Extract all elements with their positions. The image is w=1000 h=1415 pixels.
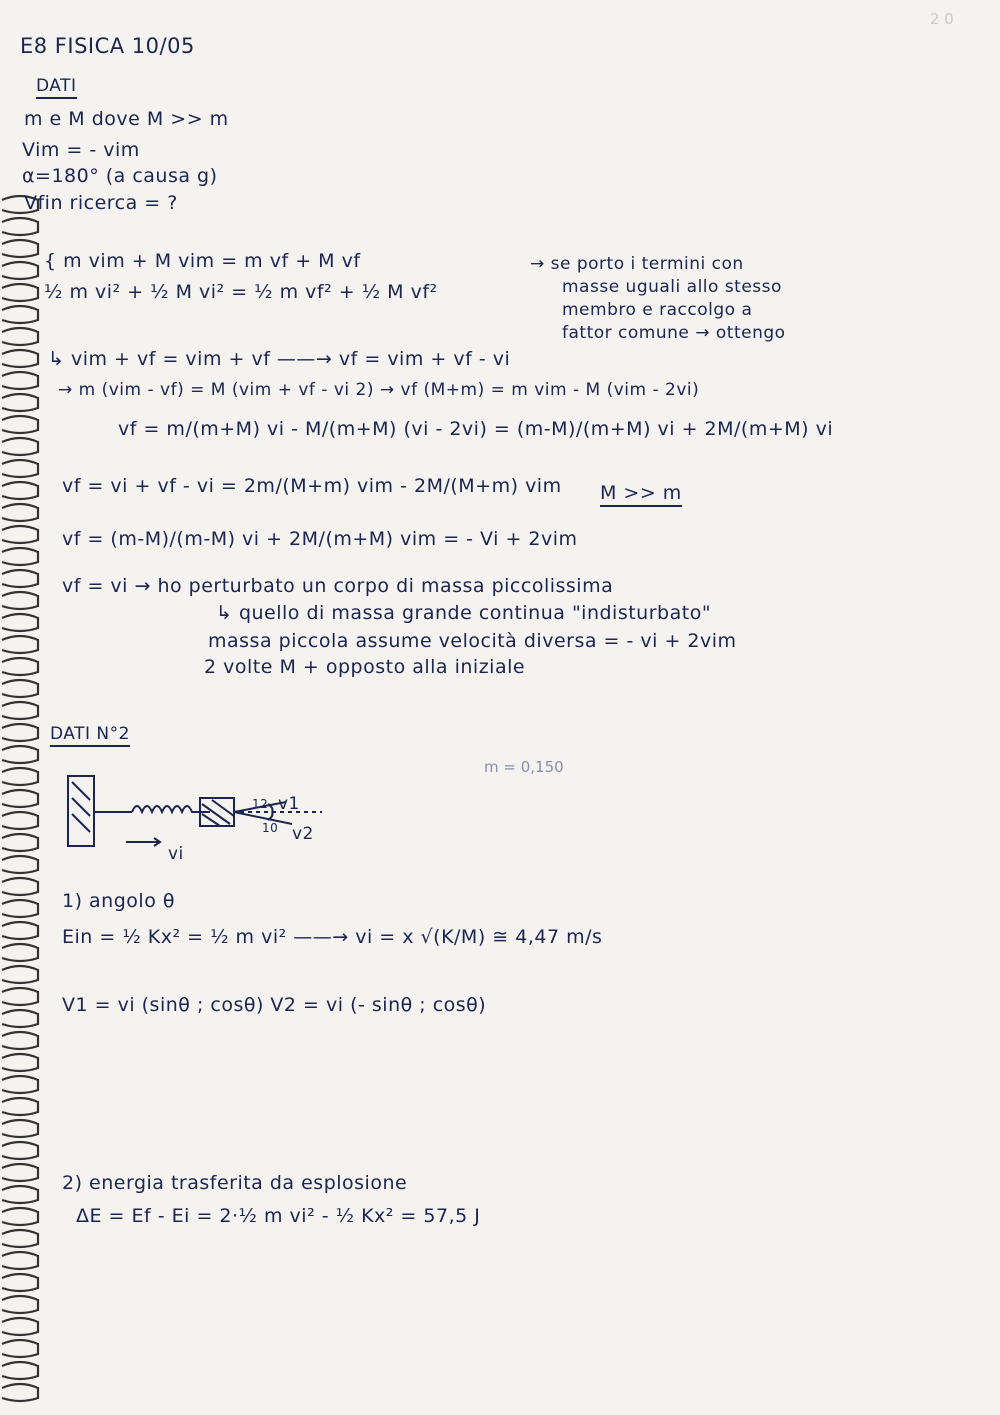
angle1-label: 12 [252,797,269,811]
dati-line: m e M dove M >> m [24,108,229,130]
spiral-ring [2,636,38,653]
spiral-ring [2,790,38,807]
dati2-heading: DATI N°2 [50,726,130,747]
derivation-line: vf = vi → ho perturbato un corpo di massa piccolissima [62,575,614,597]
system-equation-2: ½ m vi² + ½ M vi² = ½ m vf² + ½ M vf² [44,281,438,303]
wall-icon [68,776,94,846]
spiral-ring [2,526,38,543]
derivation-line: ↳ vim + vf = vim + vf ——→ vf = vim + vf - vi [48,348,511,370]
spiral-ring [2,1230,38,1247]
spring-block-diagram [60,768,350,868]
conclusion-line: massa piccola assume velocità diversa = - vi + 2vim [208,630,737,652]
spiral-ring [2,218,38,235]
spiral-ring [2,812,38,829]
derivation-line: → m (vim - vf) = M (vim + vf - vi 2) → vf (M+m) = m vim - M (vim - 2vi) [58,380,700,400]
spiral-ring [2,988,38,1005]
spiral-ring [2,1384,38,1401]
spring-icon [132,806,210,812]
spiral-ring [2,394,38,411]
part2-equation: ΔE = Ef - Ei = 2·½ m vi² - ½ Kx² = 57,5 J [76,1205,481,1227]
spiral-ring [2,1164,38,1181]
spiral-ring [2,350,38,367]
spiral-ring [2,1076,38,1093]
spiral-ring [2,702,38,719]
part1-energy-equation: Ein = ½ Kx² = ½ m vi² ——→ vi = x √(K/M) ≅ 4,47 m/s [62,926,603,948]
conclusion-line: 2 volte M + opposto alla iniziale [204,656,526,678]
spiral-ring [2,262,38,279]
spiral-ring [2,460,38,477]
dati-line: Vim = - vim [22,139,140,161]
part1-vectors: V1 = vi (sinθ ; cosθ) V2 = vi (- sinθ ; cosθ) [62,994,487,1016]
spiral-ring [2,1274,38,1291]
spiral-ring [2,878,38,895]
spiral-ring [2,1186,38,1203]
dati-line: α=180° (a causa g) [22,165,218,187]
part1-title: 1) angolo θ [62,890,175,912]
spiral-ring [2,966,38,983]
side-note-line: → se porto i termini con [530,254,744,274]
conclusion-line: ↳ quello di massa grande continua "indisturbato" [216,602,712,624]
spiral-ring [2,284,38,301]
spiral-ring [2,570,38,587]
side-note-line: membro e raccolgo a [562,300,753,320]
derivation-line: vf = vi + vf - vi = 2m/(M+m) vim - 2M/(M+m) vim [62,475,562,497]
dati-line: Vfin ricerca = ? [24,192,178,214]
spiral-ring [2,1318,38,1335]
faint-mark: 2 0 [930,10,954,28]
spiral-ring [2,328,38,345]
spiral-ring [2,768,38,785]
spiral-binding-icon [0,190,46,1410]
system-equation-1: { m vim + M vim = m vf + M vf [44,250,361,272]
spiral-ring [2,900,38,917]
spiral-ring [2,1142,38,1159]
spiral-ring [2,1362,38,1379]
spiral-ring [2,548,38,565]
spiral-ring [2,416,38,433]
spiral-ring [2,240,38,257]
spiral-ring [2,1032,38,1049]
spiral-ring [2,438,38,455]
page-title: E8 FISICA 10/05 [20,34,195,58]
spiral-ring [2,658,38,675]
spiral-ring [2,856,38,873]
v2-label: v2 [292,824,314,844]
spiral-ring [2,1340,38,1357]
spiral-ring [2,592,38,609]
spiral-ring [2,306,38,323]
vi-label: vi [168,844,184,864]
spiral-ring [2,1120,38,1137]
spiral-ring [2,724,38,741]
part2-title: 2) energia trasferita da esplosione [62,1172,408,1194]
spiral-ring [2,680,38,697]
spiral-ring [2,1296,38,1313]
spiral-ring [2,922,38,939]
dati-heading: DATI [36,78,77,99]
derivation-line: vf = (m-M)/(m-M) vi + 2M/(m+M) vim = - Vi + 2vim [62,528,578,550]
spiral-ring [2,944,38,961]
spiral-ring [2,1054,38,1071]
spiral-ring [2,1010,38,1027]
spiral-ring [2,746,38,763]
angle2-label: 10 [262,821,279,835]
side-note-line: fattor comune → ottengo [562,323,786,343]
side-note-line: masse uguali allo stesso [562,277,782,297]
derivation-line: vf = m/(m+M) vi - M/(m+M) (vi - 2vi) = (m-M)/(m+M) vi + 2M/(m+M) vi [118,418,834,440]
spiral-ring [2,372,38,389]
spiral-ring [2,834,38,851]
condition-label: M >> m [600,484,682,507]
spiral-ring [2,614,38,631]
spiral-ring [2,1098,38,1115]
spiral-ring [2,1208,38,1225]
v1-label: v1 [278,794,300,814]
spiral-ring [2,1252,38,1269]
spiral-ring [2,504,38,521]
spiral-ring [2,482,38,499]
mass-label: m = 0,150 [484,758,564,776]
